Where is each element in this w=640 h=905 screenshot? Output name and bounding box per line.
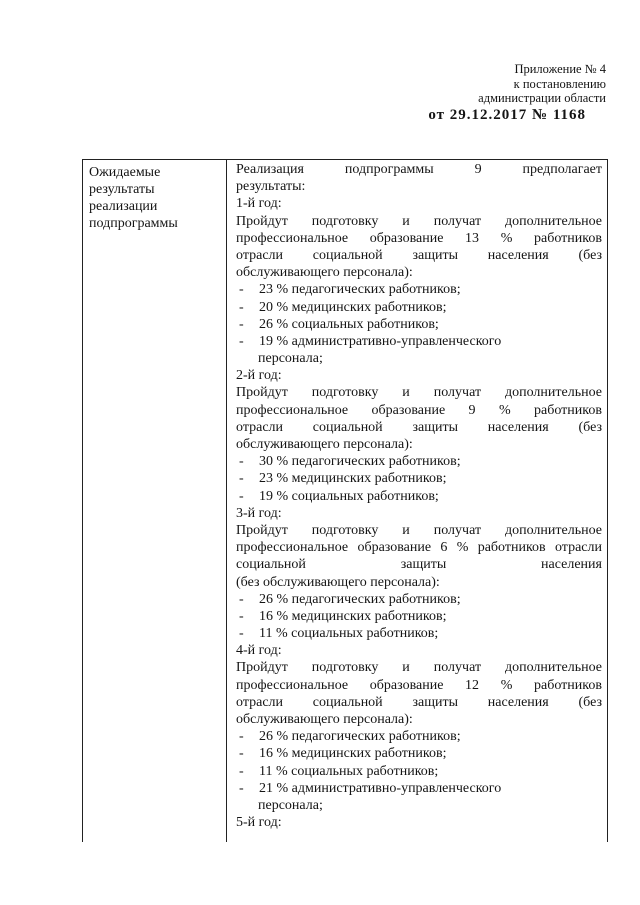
bullet-item: [236, 625, 602, 642]
bullet-item: [236, 591, 602, 608]
bullet-item: [236, 299, 602, 316]
content-line: 1-й год:: [236, 196, 282, 212]
content-line: 3-й год:: [236, 505, 282, 521]
bullet-dash: -: [239, 282, 244, 298]
content-line: Реализация подпрограммы 9 предполагает: [236, 162, 602, 177]
bullet-text: 11 % социальных работников;: [259, 763, 439, 779]
bullet-text: 26 % социальных работников;: [259, 316, 439, 332]
content-line: отрасли социальной защиты населения (без: [236, 694, 602, 710]
table-content-cell: [236, 161, 602, 831]
content-line: профессиональное образование 13 % работников: [236, 230, 602, 246]
content-line: (без обслуживающего персонала):: [236, 574, 440, 590]
content-line: социальной защиты населения: [236, 557, 602, 573]
content-line: 5-й год:: [236, 815, 282, 831]
bullet-item: [236, 488, 602, 505]
bullet-item: [236, 333, 602, 350]
bullet-text: 21 % административно-управленческого: [259, 780, 502, 796]
bullet-dash: -: [239, 763, 244, 779]
bullet-text: 16 % медицинских работников;: [259, 608, 447, 624]
bullet-dash: -: [239, 299, 244, 315]
label-line: подпрограммы: [89, 216, 178, 231]
bullet-text: 26 % педагогических работников;: [259, 729, 461, 745]
bullet-dash: -: [239, 591, 244, 607]
appendix-header: [366, 62, 606, 106]
bullet-item: [236, 763, 602, 780]
bullet-item: [236, 470, 602, 487]
content-line: Пройдут подготовку и получат дополнительное: [236, 522, 602, 538]
bullet-dash: -: [239, 488, 244, 504]
bullet-dash: -: [239, 316, 244, 332]
content-line: обслуживающего персонала):: [236, 712, 413, 727]
bullet-text: 23 % педагогических работников;: [259, 282, 461, 298]
table-label-cell: [89, 164, 221, 232]
bullet-dash: -: [239, 780, 244, 796]
label-line: Ожидаемые: [89, 165, 161, 180]
content-line: обслуживающего персонала):: [236, 265, 413, 281]
bullet-item: [236, 281, 602, 298]
content-line: профессиональное образование 6 % работников отрасли: [236, 540, 602, 556]
content-line: Пройдут подготовку и получат дополнительное: [236, 213, 602, 229]
content-line: обслуживающего персонала):: [236, 437, 413, 452]
bullet-text: 20 % медицинских работников;: [259, 299, 447, 315]
bullet-dash: -: [239, 454, 244, 470]
content-line: Пройдут подготовку и получат дополнительное: [236, 660, 602, 676]
label-line: результаты: [89, 182, 155, 197]
bullet-text: 16 % медицинских работников;: [259, 746, 447, 762]
bullet-text: 30 % педагогических работников;: [259, 454, 461, 470]
bullet-dash: -: [239, 729, 244, 745]
bullet-text: 19 % социальных работников;: [259, 488, 439, 504]
column-divider: [226, 159, 227, 842]
bullet-dash: -: [239, 333, 244, 349]
label-line: реализации: [89, 199, 158, 214]
bullet-dash: -: [239, 626, 244, 642]
appendix-line: Приложение № 4: [514, 62, 606, 76]
bullet-dash: -: [239, 608, 244, 624]
bullet-item: [236, 728, 602, 745]
appendix-line: администрации области: [478, 91, 606, 105]
content-line: отрасли социальной защиты населения (без: [236, 419, 602, 435]
content-line: профессиональное образование 12 % работников: [236, 677, 602, 693]
content-line: персонала;: [258, 797, 323, 813]
bullet-text: 11 % социальных работников;: [259, 626, 439, 642]
content-line: 2-й год:: [236, 368, 282, 384]
content-line: профессиональное образование 9 % работников: [236, 402, 602, 418]
bullet-item: [236, 316, 602, 333]
bullet-item: [236, 780, 602, 797]
bullet-dash: -: [239, 471, 244, 487]
bullet-item: [236, 608, 602, 625]
bullet-text: 26 % педагогических работников;: [259, 591, 461, 607]
bullet-text: 23 % медицинских работников;: [259, 471, 447, 487]
bullet-item: [236, 453, 602, 470]
decree-date-number: от 29.12.2017 № 1168: [428, 107, 586, 123]
appendix-line: к постановлению: [513, 76, 606, 91]
content-line: Пройдут подготовку и получат дополнительное: [236, 385, 602, 401]
bullet-dash: -: [239, 746, 244, 762]
content-line: отрасли социальной защиты населения (без: [236, 247, 602, 263]
bullet-text: 19 % административно-управленческого: [259, 333, 502, 349]
content-line: персонала;: [258, 351, 323, 367]
content-line: 4-й год:: [236, 643, 282, 659]
bullet-item: [236, 745, 602, 762]
content-line: результаты:: [236, 179, 306, 195]
